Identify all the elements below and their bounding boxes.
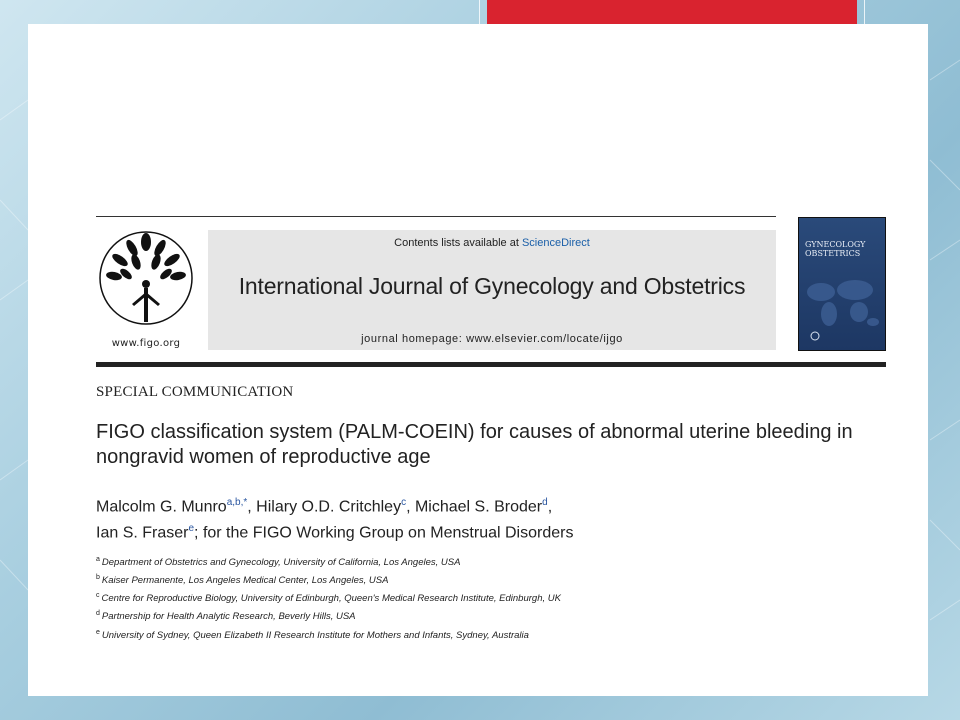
author-line1 [96, 492, 896, 518]
contents-line [208, 237, 776, 249]
author-separator: , [547, 498, 553, 516]
slide-content [28, 24, 928, 696]
title-accent-bar [487, 0, 857, 24]
journal-homepage: journal homepage: www.elsevier.com/locate/ijgo [361, 333, 623, 345]
article-title-line1: FIGO classification system (PALM-COEIN) for causes of abnormal uterine bleeding in [96, 421, 853, 443]
author-affil-mark[interactable]: a,b,* [226, 497, 248, 508]
affiliation-item [96, 625, 896, 643]
sciencedirect-link[interactable]: ScienceDirect [521, 237, 590, 249]
affiliation-item [96, 588, 896, 606]
affiliation-mark: d [96, 610, 100, 618]
accent-line-left [479, 0, 480, 24]
affiliation-mark: e [96, 628, 100, 636]
header-bottom-rule [96, 362, 886, 367]
header-top-rule [96, 216, 776, 217]
figo-url: www.figo.org [111, 338, 181, 349]
affiliations [96, 552, 896, 643]
author-separator: , [247, 498, 257, 516]
author-name: Malcolm G. Munro [96, 498, 227, 516]
affiliation-mark: b [96, 574, 100, 582]
author-affil-mark[interactable]: e [188, 523, 195, 535]
article-title [96, 420, 896, 470]
journal-title: International Journal of Gynecology and Obstetrics [238, 273, 746, 299]
working-group: ; for the FIGO Working Group on Menstrual Disorders [194, 524, 574, 542]
cover-title-line2: OBSTETRICS [805, 249, 861, 258]
affiliation-mark: a [96, 556, 100, 563]
world-map-icon [799, 218, 885, 350]
figo-tree-icon [96, 226, 196, 336]
author-affil-mark[interactable]: c [401, 497, 407, 508]
affiliation-item [96, 606, 896, 624]
affiliation-text: Partnership for Health Analytic Research, Beverly Hills, USA [101, 611, 356, 623]
author-affil-mark[interactable]: d [542, 497, 548, 508]
accent-line-right [864, 0, 865, 24]
author-list [96, 492, 896, 545]
affiliation-text: Centre for Reproductive Biology, University of Edinburgh, Queen's Medical Research Institute, Edinburgh, UK [101, 593, 561, 605]
figo-logo [96, 226, 196, 356]
affiliation-mark: c [96, 592, 100, 600]
author-name: Michael S. Broder [414, 498, 543, 516]
affiliation-item [96, 552, 896, 570]
contents-prefix: Contents lists available at [394, 237, 522, 249]
affiliation-text: Kaiser Permanente, Los Angeles Medical Center, Los Angeles, USA [101, 575, 389, 587]
cover-title [805, 240, 881, 258]
journal-banner [208, 230, 776, 350]
author-line2 [96, 518, 896, 544]
affiliation-text: University of Sydney, Queen Elizabeth II Research Institute for Mothers and Infants, Sydney, Australia [101, 629, 529, 641]
author-separator: , [406, 498, 415, 516]
author-name: Ian S. Fraser [96, 524, 189, 542]
journal-cover [798, 217, 886, 351]
affiliation-text: Department of Obstetrics and Gynecology, University of California, Los Angeles, USA [101, 557, 461, 569]
article-title-line2: nongravid women of reproductive age [96, 446, 431, 468]
article-section: SPECIAL COMMUNICATION [96, 384, 294, 400]
cover-title-line1: GYNECOLOGY [805, 240, 866, 249]
affiliation-item [96, 570, 896, 588]
author-name: Hilary O.D. Critchley [256, 498, 402, 516]
